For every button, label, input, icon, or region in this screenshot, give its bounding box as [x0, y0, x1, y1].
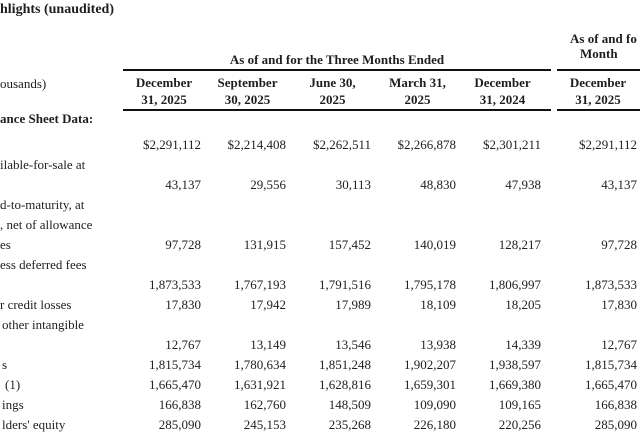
row-label-fragment: s [2, 357, 8, 372]
page-title-fragment: hlights (unaudited) [0, 2, 114, 17]
value-cell: 131,915 [243, 237, 286, 252]
column-header [205, 74, 290, 108]
header-rule-bottom-left-segment [123, 109, 551, 111]
row-label-fragment: d-to-maturity, at [0, 197, 85, 212]
value-cell: $2,214,408 [227, 137, 286, 152]
value-cell: 17,989 [335, 297, 371, 312]
value-cell: 128,217 [498, 237, 541, 252]
value-cell: $2,301,211 [482, 137, 541, 152]
column-header-line: 2025 [319, 92, 346, 107]
column-header-line: June 30, [309, 75, 356, 90]
value-cell: 17,942 [250, 297, 286, 312]
value-cell: 17,830 [601, 297, 637, 312]
header-rule-top-left-segment [123, 69, 551, 71]
value-cell: 1,780,634 [234, 357, 286, 372]
column-header-line: 31, 2025 [141, 92, 187, 107]
column-header [460, 74, 545, 108]
column-header-line: December [569, 75, 627, 90]
value-cell: 235,268 [328, 417, 371, 432]
value-cell: 1,659,301 [404, 377, 456, 392]
row-label-fragment: ilable-for-sale at [0, 157, 86, 172]
value-cell: 13,149 [250, 337, 286, 352]
value-cell: 12,767 [165, 337, 201, 352]
value-cell: 1,815,734 [149, 357, 201, 372]
row-label-fragment: ess deferred fees [0, 257, 87, 272]
value-cell: 12,767 [601, 337, 637, 352]
value-cell: 148,509 [328, 397, 371, 412]
value-cell: 1,628,816 [319, 377, 371, 392]
value-cell: 1,795,178 [404, 277, 456, 292]
column-header-line: September [217, 75, 278, 90]
value-cell: 1,665,470 [149, 377, 201, 392]
column-header-line: December [474, 75, 531, 90]
column-header-line: March 31, [389, 75, 446, 90]
value-cell: 18,205 [505, 297, 541, 312]
value-cell: 18,109 [420, 297, 456, 312]
value-cell: 1,665,470 [585, 377, 637, 392]
column-header-line: December [135, 75, 193, 90]
value-cell: 97,728 [601, 237, 637, 252]
value-cell: $2,266,878 [397, 137, 456, 152]
value-cell: 109,090 [413, 397, 456, 412]
value-cell: 13,938 [420, 337, 456, 352]
units-note-fragment: ousands) [0, 76, 47, 91]
value-cell: 43,137 [165, 177, 201, 192]
value-cell: 245,153 [243, 417, 286, 432]
column-header-line: 2025 [404, 92, 431, 107]
value-cell: 166,838 [594, 397, 637, 412]
value-cell: 220,256 [498, 417, 541, 432]
value-cell: 29,556 [250, 177, 286, 192]
row-label-fragment: r credit losses [0, 297, 72, 312]
column-header-line: 30, 2025 [224, 92, 271, 107]
value-cell: 140,019 [413, 237, 456, 252]
value-cell: 109,165 [498, 397, 541, 412]
column-header [375, 74, 460, 108]
section-heading-balance-sheet-data: ance Sheet Data: [0, 111, 94, 126]
header-rule-top-right-segment [557, 69, 640, 71]
row-label-fragment: (1) [5, 377, 21, 392]
value-cell: 17,830 [165, 297, 201, 312]
column-header [556, 74, 640, 108]
row-label-fragment: lders' equity [2, 417, 66, 432]
value-cell: 1,631,921 [234, 377, 286, 392]
value-cell: 1,902,207 [404, 357, 456, 372]
value-cell: 1,815,734 [585, 357, 637, 372]
column-header [290, 74, 375, 108]
value-cell: 162,760 [243, 397, 286, 412]
column-header-line: 31, 2025 [575, 92, 621, 107]
value-cell: 226,180 [413, 417, 456, 432]
value-cell: 1,938,597 [489, 357, 541, 372]
period-group-header-right-line1: As of and fo [570, 31, 637, 46]
value-cell: 48,830 [420, 177, 456, 192]
value-cell: 1,669,380 [489, 377, 541, 392]
row-label-fragment: ings [2, 397, 24, 412]
value-cell: 1,791,516 [319, 277, 371, 292]
value-cell: 97,728 [165, 237, 201, 252]
value-cell: 1,873,533 [149, 277, 201, 292]
value-cell: 285,090 [158, 417, 201, 432]
value-cell: 43,137 [601, 177, 637, 192]
value-cell: $2,291,112 [142, 137, 201, 152]
header-rule-bottom-right-segment [557, 109, 640, 111]
column-header-line: 31, 2024 [479, 92, 526, 107]
value-cell: 166,838 [158, 397, 201, 412]
column-header [123, 74, 205, 108]
value-cell: $2,262,511 [312, 137, 371, 152]
value-cell: 285,090 [594, 417, 637, 432]
value-cell: 1,767,193 [234, 277, 286, 292]
value-cell: 13,546 [335, 337, 371, 352]
value-cell: 47,938 [505, 177, 541, 192]
row-label-fragment: , net of allowance [0, 217, 93, 232]
row-label-fragment: other intangible [2, 317, 84, 332]
value-cell: 1,851,248 [319, 357, 371, 372]
value-cell: $2,291,112 [578, 137, 637, 152]
value-cell: 1,806,997 [489, 277, 541, 292]
row-label-fragment: es [0, 237, 11, 252]
period-group-header-right-line2: Month [580, 46, 618, 61]
value-cell: 30,113 [335, 177, 371, 192]
period-group-header-three-months: As of and for the Three Months Ended [229, 52, 445, 67]
value-cell: 1,873,533 [585, 277, 637, 292]
value-cell: 157,452 [328, 237, 371, 252]
value-cell: 14,339 [505, 337, 541, 352]
